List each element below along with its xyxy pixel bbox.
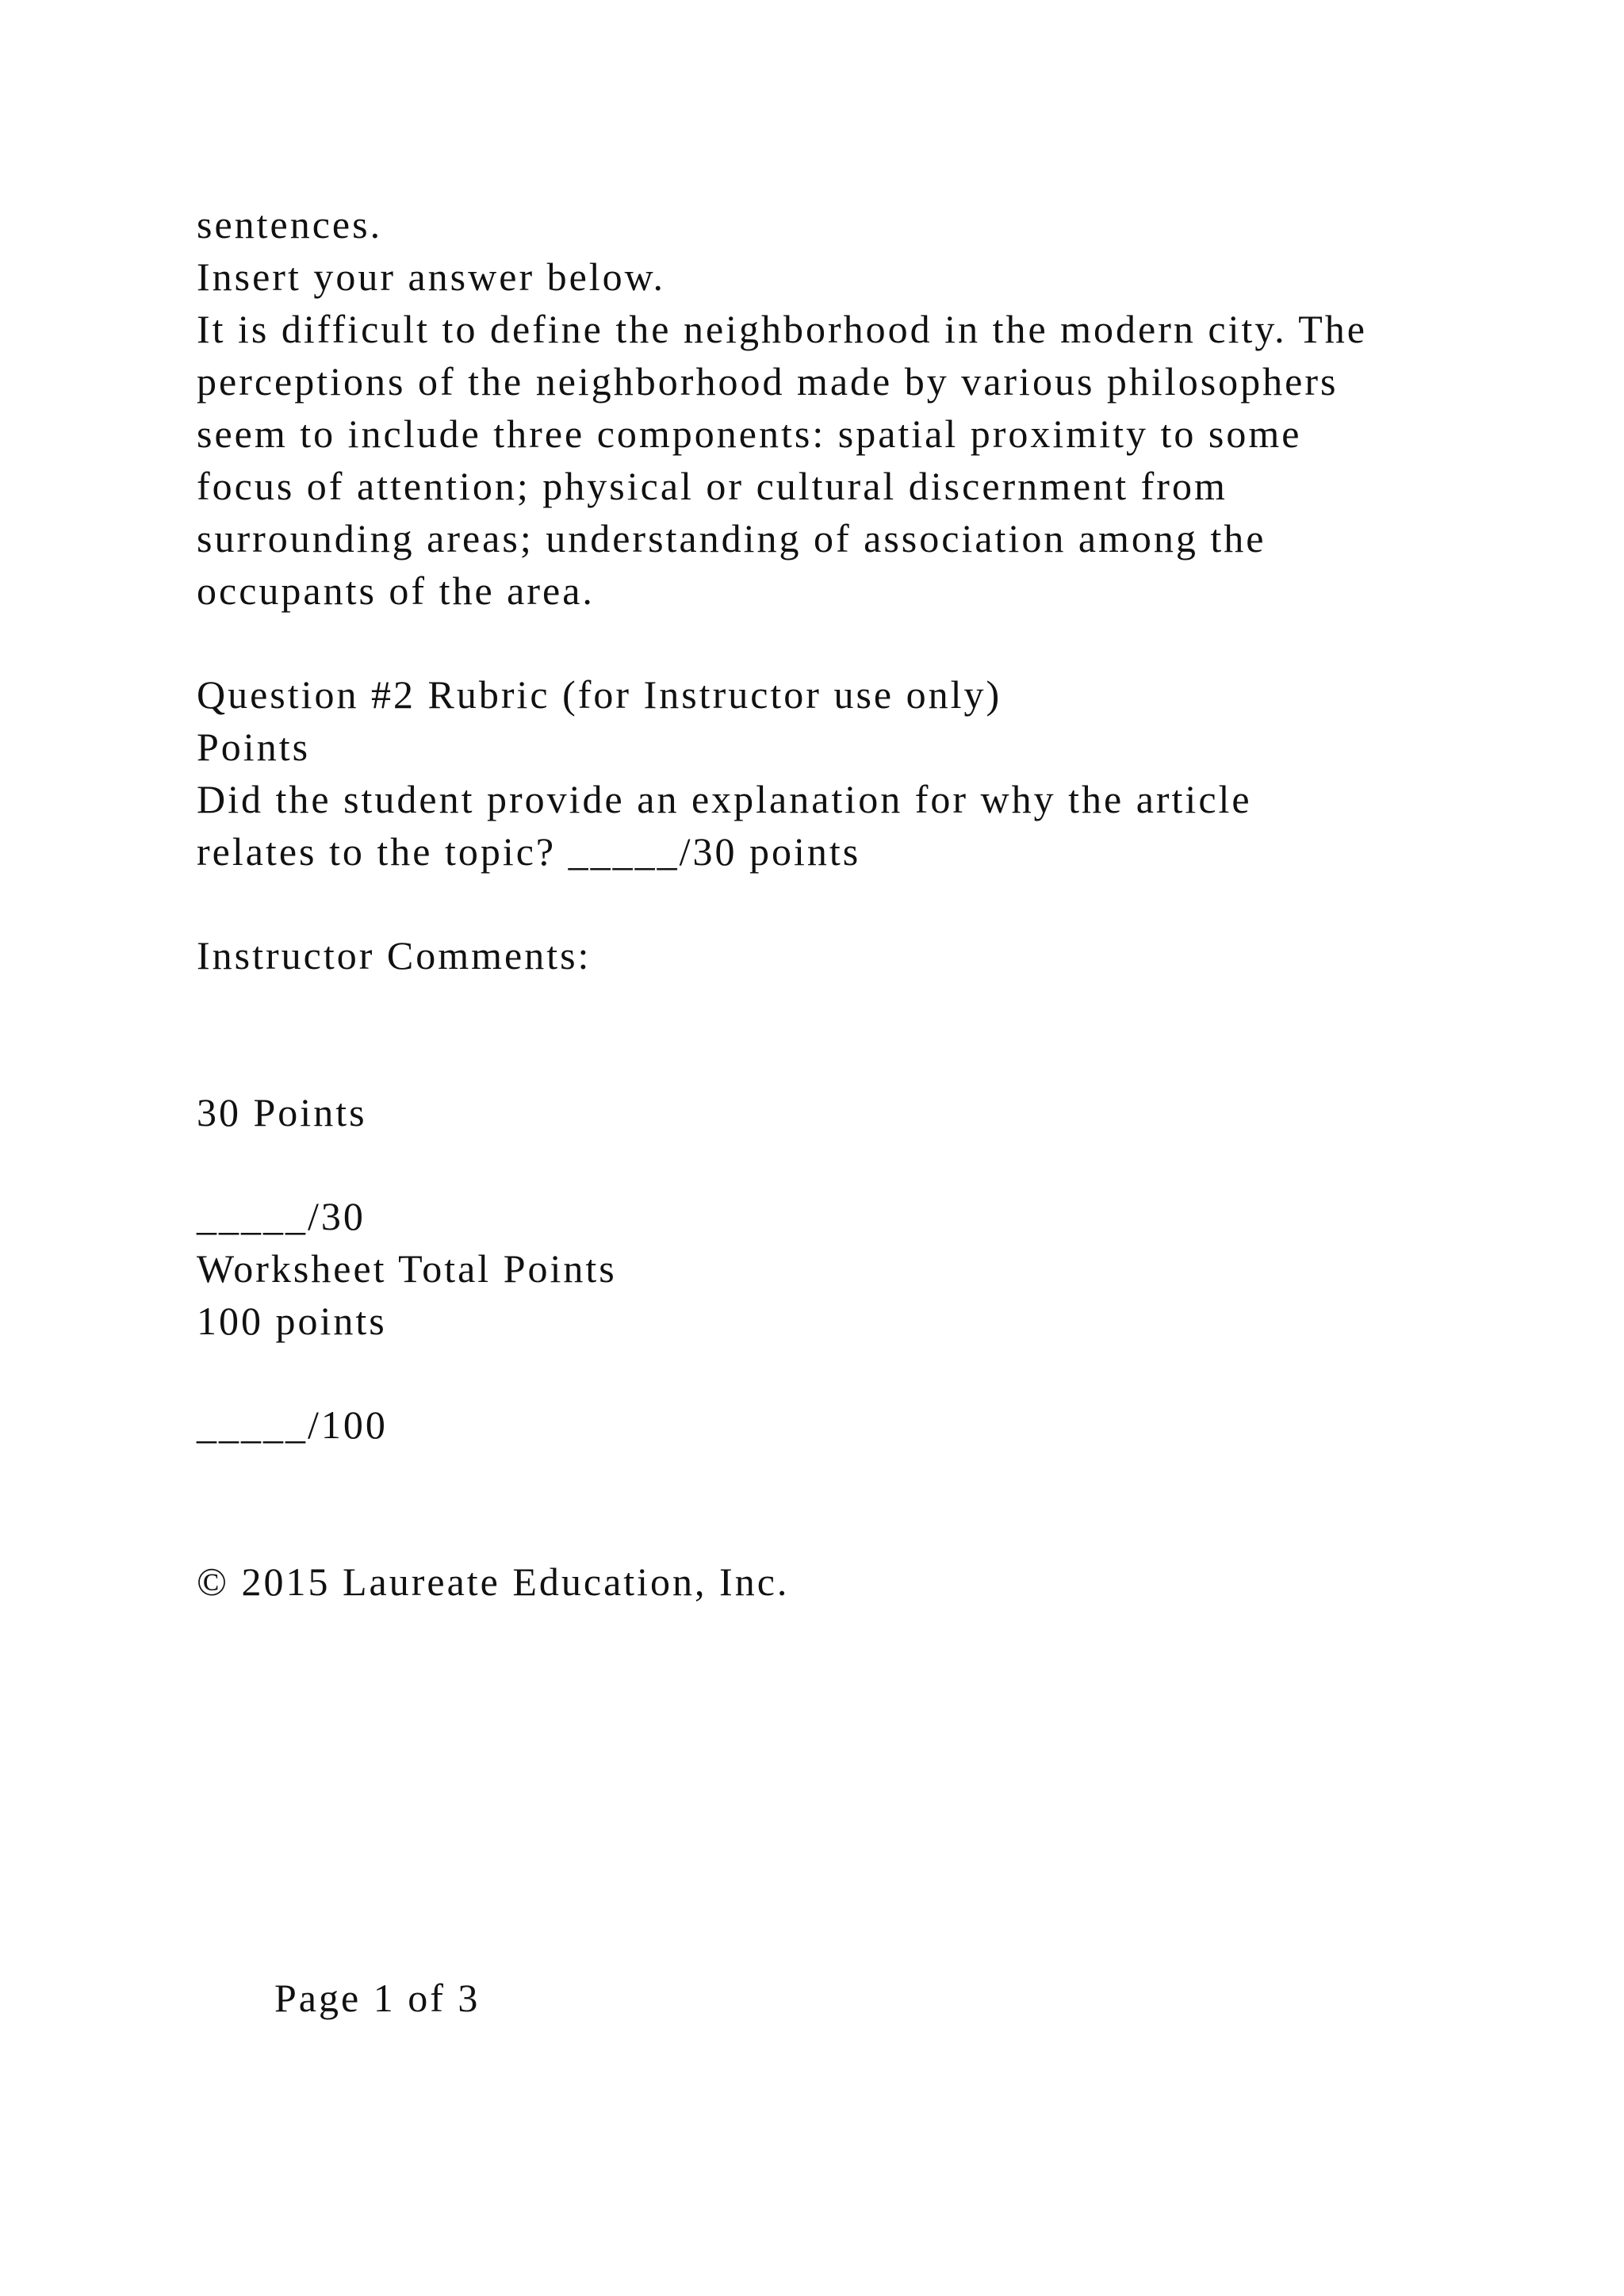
worksheet-total-label: Worksheet Total Points: [197, 1246, 617, 1291]
answer-text-line: seem to include three components: spatial proximity to some: [197, 411, 1302, 456]
rubric-points-header: Points: [197, 725, 311, 769]
rubric-criterion-line: relates to the topic? _____/30 points: [197, 829, 861, 874]
worksheet-total-score-blank: _____/100: [197, 1402, 388, 1447]
answer-text-line: surrounding areas; understanding of association among the: [197, 516, 1266, 561]
rubric-score-blank: _____/30: [197, 1194, 366, 1238]
answer-text-line: It is difficult to define the neighborhood in the modern city. The: [197, 307, 1367, 351]
page-indicator: Page 1 of 3: [274, 1976, 481, 2020]
instructor-comments-label: Instructor Comments:: [197, 933, 592, 978]
answer-prompt-end: sentences.: [197, 202, 383, 247]
answer-text-line: focus of attention; physical or cultural discernment from: [197, 464, 1228, 508]
copyright-notice: © 2015 Laureate Education, Inc.: [197, 1559, 790, 1604]
answer-instruction: Insert your answer below.: [197, 254, 666, 299]
answer-text-line: occupants of the area.: [197, 568, 595, 613]
rubric-criterion-line: Did the student provide an explanation for why the article: [197, 777, 1252, 821]
worksheet-total-max: 100 points: [197, 1299, 387, 1343]
rubric-title: Question #2 Rubric (for Instructor use only): [197, 672, 1002, 717]
answer-text-line: perceptions of the neighborhood made by various philosophers: [197, 359, 1339, 404]
rubric-max-points: 30 Points: [197, 1090, 367, 1135]
